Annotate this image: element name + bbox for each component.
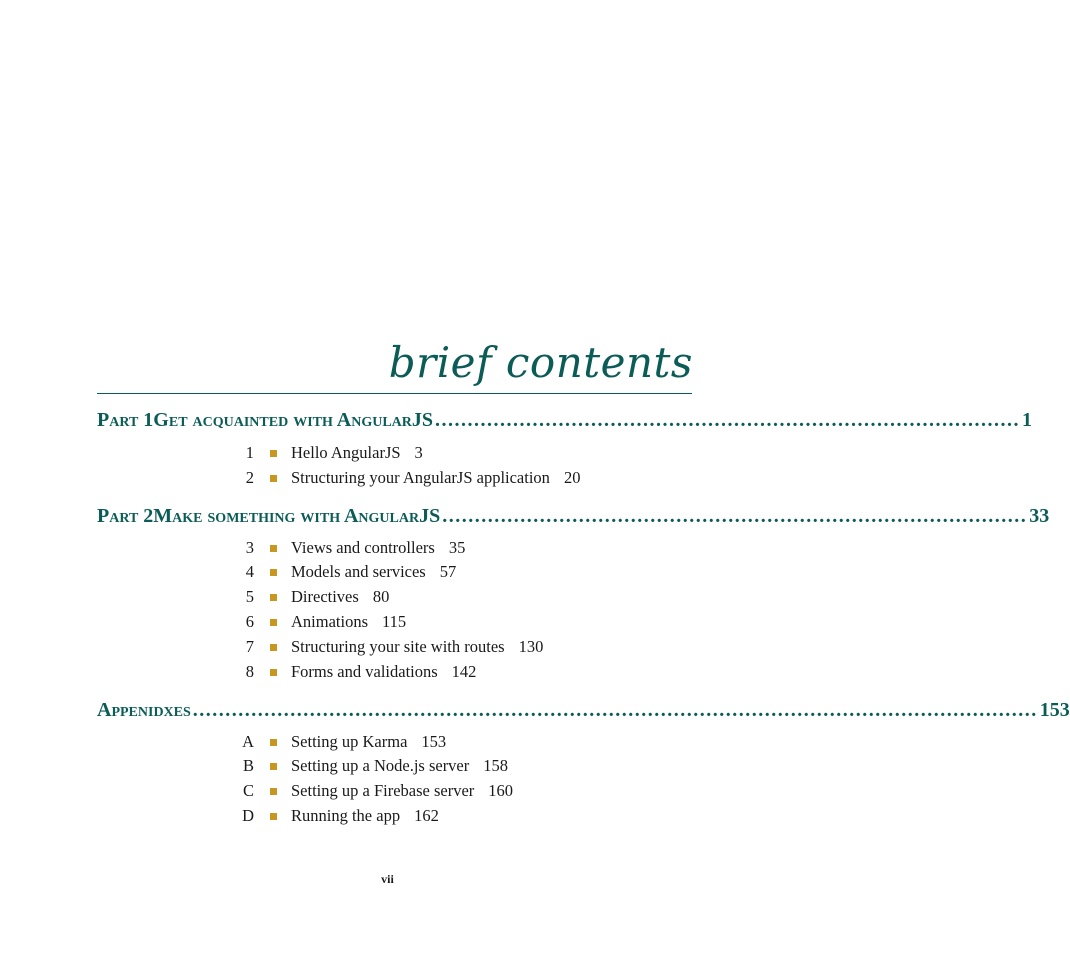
chapter-number: 4 xyxy=(245,562,254,581)
chapter-number: 3 xyxy=(245,538,254,557)
dot-leader: .......................................................................................... xyxy=(442,505,1028,527)
bullet-icon xyxy=(270,739,277,746)
bullet-icon xyxy=(270,619,277,626)
bullet-icon xyxy=(270,813,277,820)
part-1-heading[interactable] xyxy=(97,408,1033,432)
part-label: Part 1 xyxy=(97,409,154,431)
appendix-entry-b[interactable] xyxy=(232,754,508,778)
appendix-letter: B xyxy=(242,756,254,775)
part-2-heading[interactable] xyxy=(97,504,1050,528)
appendix-entry-c[interactable] xyxy=(232,779,513,803)
appendix-entry-d[interactable] xyxy=(232,804,439,828)
chapter-entry-3[interactable] xyxy=(232,536,465,560)
chapter-title: Directives xyxy=(291,587,359,606)
chapter-number: 6 xyxy=(245,612,254,631)
chapter-entry-8[interactable] xyxy=(232,660,476,684)
chapter-number: 2 xyxy=(245,468,254,487)
bullet-icon xyxy=(270,669,277,676)
chapter-page-number: 130 xyxy=(518,637,544,656)
chapter-page-number: 3 xyxy=(414,443,423,462)
page-folio: vii xyxy=(381,872,394,886)
title-rule xyxy=(97,393,692,394)
chapter-entry-5[interactable] xyxy=(232,585,389,609)
bullet-icon xyxy=(270,569,277,576)
bullet-icon xyxy=(270,594,277,601)
bullet-icon xyxy=(270,644,277,651)
page-title: brief contents xyxy=(388,338,693,387)
chapter-page-number: 20 xyxy=(563,468,581,487)
appendix-page-number: 160 xyxy=(488,781,514,800)
appendix-page-number: 158 xyxy=(483,756,509,775)
appendix-letter: A xyxy=(242,732,254,751)
chapter-number: 1 xyxy=(245,443,254,462)
chapter-title: Hello AngularJS xyxy=(291,443,401,462)
bullet-icon xyxy=(270,450,277,457)
appendix-letter: C xyxy=(242,781,254,800)
appendix-page-number: 153 xyxy=(421,732,447,751)
appendix-title: Setting up a Firebase server xyxy=(291,781,475,800)
chapter-entry-7[interactable] xyxy=(232,635,543,659)
chapter-number: 8 xyxy=(245,662,254,681)
part-name: Make something with AngularJS xyxy=(153,505,441,527)
bullet-icon xyxy=(270,475,277,482)
appendix-title: Running the app xyxy=(291,806,401,825)
chapter-page-number: 35 xyxy=(448,538,466,557)
appendix-letter: D xyxy=(242,806,254,825)
chapter-page-number: 142 xyxy=(451,662,477,681)
chapter-page-number: 80 xyxy=(372,587,390,606)
chapter-entry-2[interactable] xyxy=(232,466,580,490)
chapter-title: Views and controllers xyxy=(291,538,435,557)
part-name: Get acquainted with AngularJS xyxy=(153,409,434,431)
part-label: Part 2 xyxy=(97,505,154,527)
chapter-number: 7 xyxy=(245,637,254,656)
part-page-number: 153 xyxy=(1039,699,1070,721)
appendix-title: Setting up a Node.js server xyxy=(291,756,470,775)
part-page-number: 33 xyxy=(1029,505,1050,527)
appendix-title: Setting up Karma xyxy=(291,732,408,751)
part-label: Appenidxes xyxy=(97,699,191,721)
appendix-page-number: 162 xyxy=(414,806,439,825)
chapter-title: Models and services xyxy=(291,562,426,581)
appendixes-heading[interactable] xyxy=(97,698,1070,722)
part-page-number: 1 xyxy=(1022,409,1033,431)
bullet-icon xyxy=(270,763,277,770)
chapter-title: Animations xyxy=(291,612,368,631)
bullet-icon xyxy=(270,788,277,795)
chapter-entry-6[interactable] xyxy=(232,610,406,634)
chapter-entry-4[interactable] xyxy=(232,560,456,584)
dot-leader: .......................................................................................... xyxy=(435,409,1021,431)
chapter-title: Structuring your site with routes xyxy=(291,637,505,656)
chapter-page-number: 115 xyxy=(382,612,407,631)
chapter-title: Structuring your AngularJS application xyxy=(291,468,550,487)
dot-leader: .................................................................................................................................. xyxy=(192,699,1038,721)
appendix-entry-a[interactable] xyxy=(232,730,446,754)
chapter-page-number: 57 xyxy=(439,562,457,581)
chapter-entry-1[interactable] xyxy=(232,441,423,465)
chapter-title: Forms and validations xyxy=(291,662,438,681)
bullet-icon xyxy=(270,545,277,552)
chapter-number: 5 xyxy=(245,587,254,606)
